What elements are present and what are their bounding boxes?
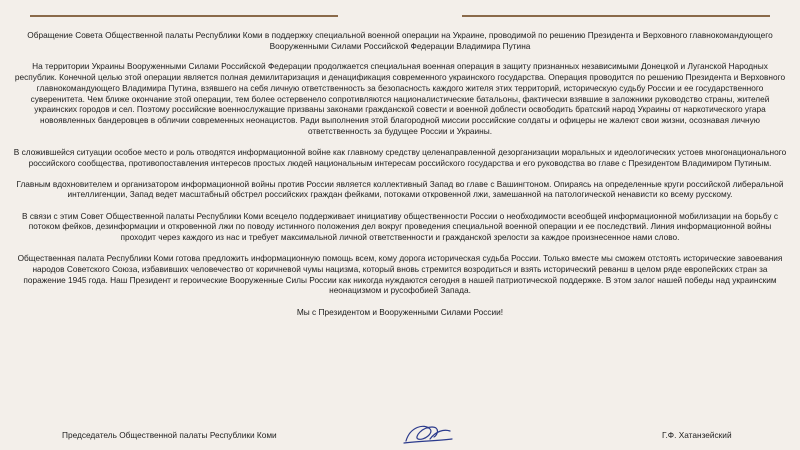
document-title: Обращение Совета Общественной палаты Республики Коми в поддержку специальной военной операции на Украине, проводимой по решению Президента и Верховного главнокомандующего Вооруженными Силами Российской Федерации Владимира Путина [27,30,773,51]
handwritten-signature-icon [400,419,456,449]
document-body [12,30,788,328]
top-left-rule [30,15,338,17]
paragraph-5: Общественная палата Республики Коми готова предложить информационную помощь всем, кому дорога историческая судьба России. Только вместе мы сможем отстоять исторические завоевания народов Советского Союза, избавивших человечество от коричневой чумы нацизма, который вновь стремится возродиться и взять исторический реванш в целом ряде европейских стран за поражение 1945 года. Наш Президент и героические Вооруженные Силы России как никогда нуждаются сегодня в нашей патриотической поддержке. В этом залог нашей победы над украинским неонацизмом и русофобией Запада. [17,253,783,296]
closing-slogan: Мы с Президентом и Вооруженными Силами России! [296,306,504,317]
top-right-rule [462,15,770,17]
paragraph-1: На территории Украины Вооруженными Силами Российской Федерации продолжается специальная военная операция в защиту признанных независимыми Донецкой и Луганской Народных республик. Конечной целью этой операции является полная демилитаризация и денацификация современного украинского государства. Операция проводится по решению Президента и Верховного главнокомандующего Владимира Путина, взявшего на себя личную ответственность за безопасность каждого жителя этих территорий, историческую судьбу России и ее государственного суверенитета. Чем ближе окончание этой операции, тем более остервенело сопротивляются националистические батальоны, фактически взявшие в заложники руководство страны, жителей украинских городов и сел. Поэтому российские военнослужащие призваны законами гражданской совести и военной доблести освободить братский народ Украины от наркотического угара новоявленных бандеровцев в обличии современных неонацистов. Ради выполнения этой благородной миссии российские солдаты и офицеры не жалеют свои жизни, осознавая личную ответственность за будущее России и Украины. [14,61,786,136]
paragraph-2: В сложившейся ситуации особое место и роль отводятся информационной войне как главному средству целенаправленной дезорганизации моральных и идеологических устоев многонационального российского сообщества, противопоставления интересов простых людей национальным интересам российского государства и его руководства во главе с Президентом Владимиром Путиным. [13,146,787,168]
paragraph-3: Главным вдохновителем и организатором информационной войны против России является коллективный Запад во главе с Вашингтоном. Опираясь на определенные круги российской либеральной интеллигенции, Запад ведет масштабный обстрел российских граждан фейками, потоками откровенной лжи, замешанной на патологической ненависти ко всему русскому. [16,178,784,200]
chairman-position: Председатель Общественной палаты Республики Коми [62,430,277,440]
paragraph-4: В связи с этим Совет Общественной палаты Республики Коми всецело поддерживает инициативу общественности России о необходимости всеобщей информационной мобилизации на борьбу с потоком фейков, дезинформации и откровенной лжи по поводу истинного положения дел вокруг проведения специальной военной операции и ее последствий. Линия информационной войны проходит через каждого из нас и требует максимальной личной ответственности и гражданской зрелости за каждое произнесенное нами слово. [22,210,778,243]
chairman-name: Г.Ф. Хатанзейский [662,430,732,440]
